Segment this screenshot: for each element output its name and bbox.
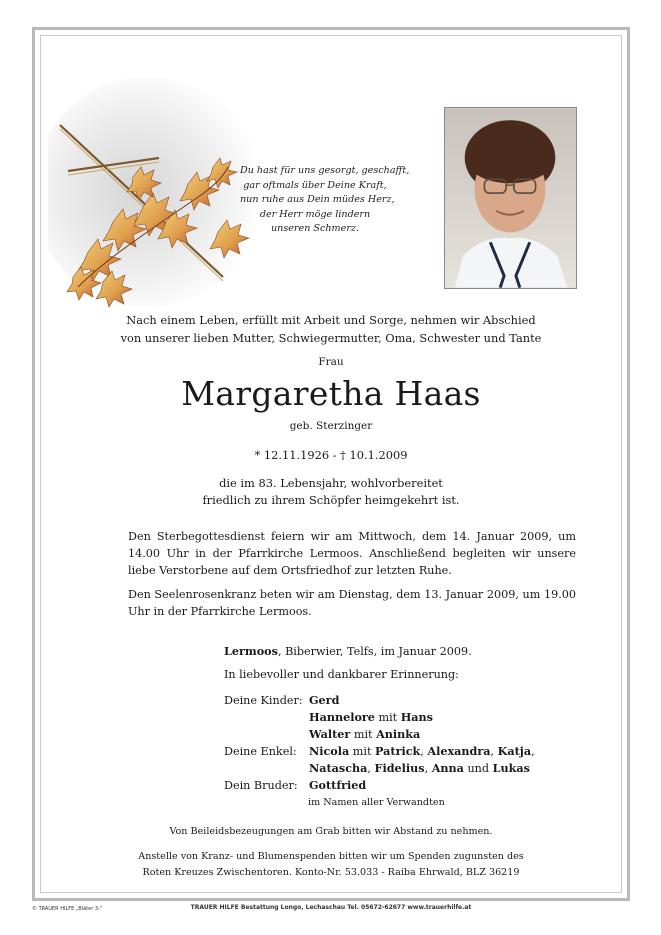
footer-copyright: © TRAUER HILFE „Bläter 3-“ xyxy=(32,906,103,912)
brother-entry: Gottfried xyxy=(309,778,367,792)
poem xyxy=(240,164,410,237)
child-entry: Gerd xyxy=(309,693,340,707)
family-row xyxy=(224,777,535,794)
family-row xyxy=(224,726,535,743)
portrait-icon xyxy=(445,108,576,288)
grandchildren-label: Deine Enkel: xyxy=(224,745,297,758)
poem-line: unseren Schmerz. xyxy=(270,223,360,235)
deceased-name: Margaretha Haas xyxy=(181,374,481,413)
poem-line: Du hast für uns gesorgt, geschafft, xyxy=(240,165,410,176)
service-paragraph: Den Sterbegottesdienst feiern wir am Mittwoch, dem 14. Januar 2009, um 14.00 Uhr in der Pfarrkirche Lermoos. Anschließend begleiten wir unsere liebe Verstorbene auf dem Ortsfriedhof zur letzten Ruhe. xyxy=(128,530,576,577)
child-entry: Hannelore mit Hans xyxy=(309,710,433,724)
intro-line: Nach einem Leben, erfüllt mit Arbeit und Sorge, nehmen wir Abschied xyxy=(126,313,536,327)
donation-note xyxy=(48,849,614,881)
child-entry: Walter mit Aninka xyxy=(309,727,421,741)
brother-label: Dein Bruder: xyxy=(224,779,298,792)
intro-line: von unserer lieben Mutter, Schwiegermutter, Oma, Schwester und Tante xyxy=(120,331,542,345)
life-line: friedlich zu ihrem Schöpfer heimgekehrt ist. xyxy=(202,493,460,507)
place-rest: , Biberwier, Telfs, im Januar 2009. xyxy=(277,645,472,658)
poem-line: gar oftmals über Deine Kraft, xyxy=(243,179,387,191)
donation-line: Anstelle von Kranz- und Blumenspenden bitten wir um Spenden zugunsten des xyxy=(138,851,524,862)
children-label: Deine Kinder: xyxy=(224,694,303,707)
family-row xyxy=(224,760,535,777)
life-text xyxy=(48,475,614,509)
intro-text xyxy=(48,311,614,347)
grandchild-entry: Nicola mit Patrick, Alexandra, Katja, xyxy=(309,744,535,758)
place-date xyxy=(224,644,472,658)
salutation: Frau xyxy=(318,356,344,368)
donation-line: Roten Kreuzes Zwischentoren. Konto-Nr. 53.033 - Raiba Ehrwald, BLZ 36219 xyxy=(142,867,520,878)
family-row xyxy=(224,709,535,726)
grandchild-entry: Natascha, Fidelius, Anna und Lukas xyxy=(309,761,530,775)
footer-contact: TRAUER HILFE Bestattung Longo, Lechaschau Tel. 05672-62677 www.trauerhilfe.at xyxy=(190,904,472,911)
family-list xyxy=(224,692,535,794)
place-bold: Lermoos xyxy=(224,644,278,658)
life-line: die im 83. Lebensjahr, wohlvorbereitet xyxy=(219,476,443,490)
life-dates: * 12.11.1926 - † 10.1.2009 xyxy=(254,448,408,462)
memory-line: In liebevoller und dankbarer Erinnerung: xyxy=(224,668,459,681)
family-row xyxy=(224,743,535,760)
poem-line: der Herr möge lindern xyxy=(259,208,371,220)
relatives-line: im Namen aller Verwandten xyxy=(308,797,445,808)
maiden-name: geb. Sterzinger xyxy=(289,420,373,432)
condolence-note: Von Beileidsbezeugungen am Grab bitten wir Abstand zu nehmen. xyxy=(169,826,493,837)
rosary-paragraph: Den Seelenrosenkranz beten wir am Dienstag, dem 13. Januar 2009, um 19.00 Uhr in der Pfarrkirche Lermoos. xyxy=(128,588,576,618)
cross-leaves-image xyxy=(48,72,268,312)
poem-line: nun ruhe aus Dein müdes Herz, xyxy=(240,194,395,206)
family-row xyxy=(224,692,535,709)
portrait-photo xyxy=(444,107,577,289)
